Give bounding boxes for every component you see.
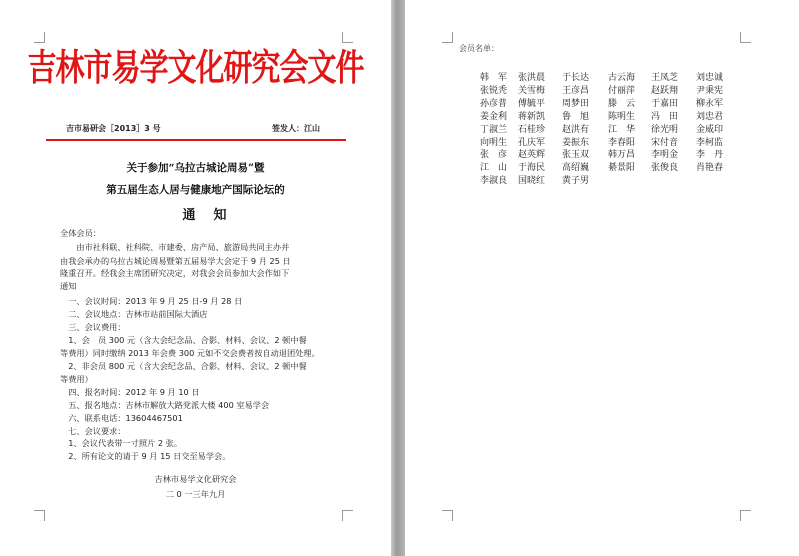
member-name: 韩 军 — [480, 73, 508, 83]
member-name: 尹秉宪 — [696, 85, 724, 96]
notice-body-line: 四、报名时间：2012 年 9 月 10 日 — [60, 387, 200, 397]
notice-body-line: 隆重召开。经我会主席团研究决定，对我会会员参加大会作如下 — [60, 268, 290, 278]
page-gutter — [391, 0, 405, 556]
member-name: 姜金利 — [480, 111, 508, 122]
member-name: 李柯监 — [696, 137, 724, 148]
member-name: 刘忠君 — [696, 111, 724, 122]
notice-body-line: 由我会承办的乌拉古城论周易暨第五届易学大会定于 9 月 25 日 — [60, 256, 291, 266]
member-name: 国晓红 — [518, 176, 546, 187]
member-name: 于海民 — [518, 163, 546, 174]
member-name: 冯 田 — [651, 111, 679, 122]
member-name: 关雪梅 — [518, 85, 546, 96]
member-name: 李明金 — [651, 150, 679, 161]
member-name: 高绍巍 — [562, 163, 590, 174]
page-corner-mark — [740, 510, 751, 521]
member-name: 赵英辉 — [518, 150, 546, 161]
member-name: 陈明生 — [608, 111, 636, 122]
member-name: 綦景阳 — [608, 163, 636, 174]
member-name: 赵洪有 — [562, 124, 590, 135]
notice-body-line: 通知 — [60, 281, 77, 291]
notice-body-line: 1、会 员 300 元（含大会纪念品、合影、材料、会议、2 顿中餐 — [60, 335, 307, 345]
notice-body-line: 等费用）同时缴纳 2013 年会费 300 元如不交会费者按自动退团处理。 — [60, 348, 320, 358]
notice-body-line: 七、会议要求： — [60, 426, 126, 436]
notice-heading-line3: 通知 — [182, 208, 245, 223]
member-name: 刘忠诚 — [696, 73, 724, 83]
notice-body-line: 等费用） — [60, 374, 93, 384]
member-name: 鲁 旭 — [562, 111, 590, 122]
notice-body-line: 五、报名地点：吉林市解放大路党派大楼 400 室易学会 — [60, 400, 270, 410]
notice-body-line: 1、会议代表带一寸照片 2 张。 — [60, 438, 183, 448]
notice-body-line: 二、会议地点：吉林市站前国际大酒店 — [60, 309, 208, 319]
member-name: 江 华 — [608, 124, 636, 135]
member-name: 蒋新凯 — [518, 111, 546, 122]
member-name: 张玉双 — [562, 150, 590, 161]
member-name: 付丽萍 — [608, 85, 636, 96]
member-name: 李淑良 — [480, 176, 508, 187]
page-corner-mark — [34, 510, 45, 521]
member-name: 王凤芝 — [651, 73, 679, 83]
member-name: 于嘉田 — [651, 98, 679, 109]
signature-organization: 吉林市易学文化研究会 — [154, 474, 237, 484]
member-name: 金威印 — [696, 124, 724, 135]
document-signer: 签发人：江山 — [272, 124, 320, 133]
notice-body-line: 一、会议时间：2013 年 9 月 25 日-9 月 28 日 — [60, 296, 243, 306]
signature-date: 二 0 一三年九月 — [165, 489, 226, 499]
member-name: 赵跃翔 — [651, 85, 679, 96]
notice-body-line: 全体会员： — [60, 228, 101, 238]
member-name: 韩万昌 — [608, 150, 636, 161]
member-name: 孙彦普 — [480, 98, 508, 109]
document-page-left — [0, 0, 391, 556]
member-name: 石桂珍 — [518, 124, 546, 135]
red-divider-line — [46, 139, 346, 141]
member-name: 张俊良 — [651, 163, 679, 174]
document-number: 吉市易研会［2013］3 号 — [66, 124, 161, 133]
notice-body-line: 三、会议费用： — [60, 322, 126, 332]
member-name: 肖艳春 — [696, 163, 724, 174]
member-name: 黄子男 — [562, 176, 590, 187]
members-list-label: 会员名单： — [459, 44, 499, 53]
page-corner-mark — [442, 32, 453, 43]
document-page-right — [405, 0, 799, 556]
notice-body-line: 2、所有论文的请于 9 月 15 日交至易学会。 — [60, 451, 231, 461]
member-name: 孔庆军 — [518, 137, 546, 148]
document-red-header-title: 吉林市易学文化研究会文件 — [27, 46, 364, 89]
member-name: 宋付音 — [651, 137, 679, 148]
notice-body-line: 六、联系电话：13604467501 — [60, 413, 183, 423]
member-name: 于长达 — [562, 73, 590, 83]
member-name: 张 彦 — [480, 150, 508, 161]
notice-heading-line1: 关于参加“乌拉古城论周易”暨 — [126, 162, 265, 174]
page-corner-mark — [442, 510, 453, 521]
member-name: 古云海 — [608, 73, 636, 83]
member-name: 王彦昌 — [562, 85, 590, 96]
member-name: 傅毓平 — [518, 98, 546, 109]
member-name: 滕 云 — [608, 98, 636, 109]
member-name: 丁淑兰 — [480, 124, 508, 135]
member-name: 江 山 — [480, 163, 508, 174]
member-name: 周梦田 — [562, 98, 590, 109]
member-name: 徐光明 — [651, 124, 679, 135]
page-corner-mark — [740, 32, 751, 43]
member-name: 姜振东 — [562, 137, 590, 148]
page-corner-mark — [342, 510, 353, 521]
member-name: 张锐秃 — [480, 85, 508, 96]
member-name: 李春阳 — [608, 137, 636, 148]
member-name: 向明生 — [480, 137, 508, 148]
notice-heading-line2: 第五届生态人居与健康地产国际论坛的 — [106, 184, 285, 196]
member-name: 张洪晨 — [518, 73, 546, 83]
notice-body-line: 由市社科联、社科院、市建委、房产局、旅游局共同主办并 — [60, 242, 290, 252]
notice-body-line: 2、非会员 800 元（含大会纪念品、合影、材料、会议、2 顿中餐 — [60, 361, 307, 371]
member-name: 李 丹 — [696, 150, 724, 161]
member-name: 柳永军 — [696, 98, 724, 109]
